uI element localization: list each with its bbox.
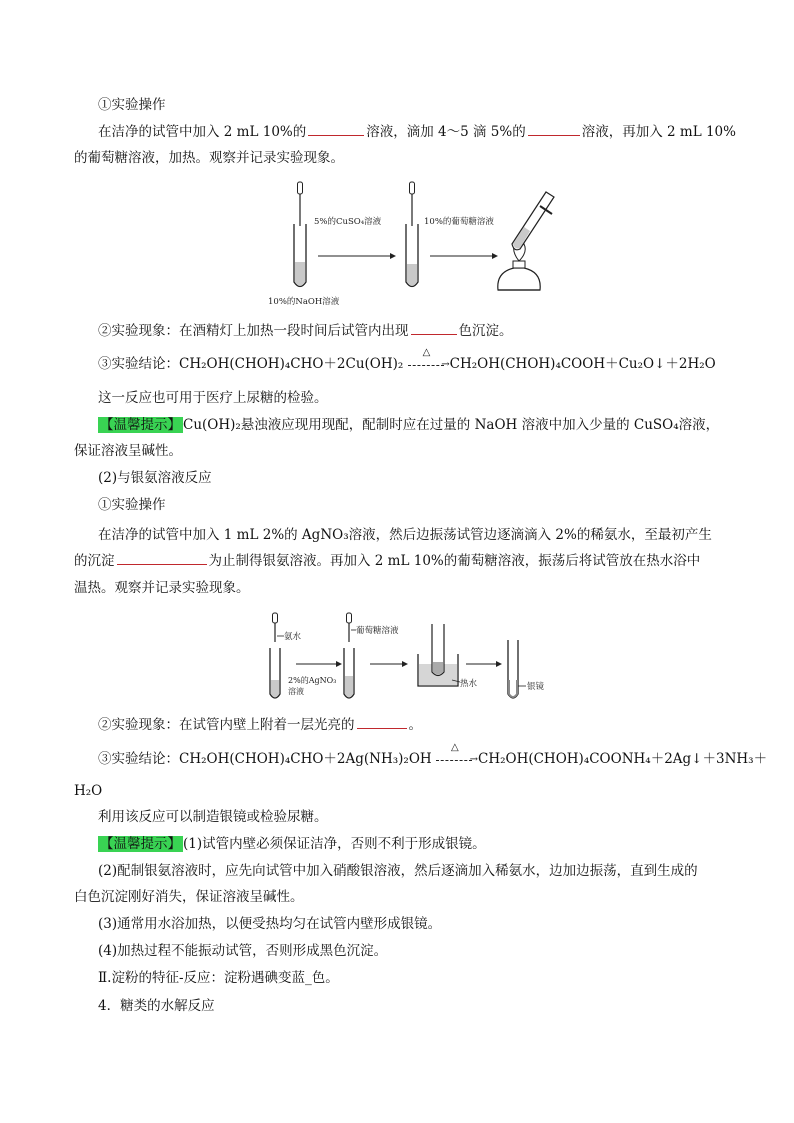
- label-silver-mirror: 银镜: [527, 682, 545, 692]
- dropper-icon: [273, 613, 278, 642]
- test-tube-icon: [344, 648, 354, 698]
- label-naoh: 10%的NaOH溶液: [268, 297, 340, 307]
- tip-badge: 【温馨提示】: [100, 417, 181, 433]
- label-hot-water: 热水: [460, 679, 478, 689]
- tip-badge: 【温馨提示】: [100, 836, 181, 852]
- label-cuso4: 5%的CuSO₄溶液: [314, 217, 382, 227]
- tip-2-item-2: (2)配制银氨溶液时，应先向试管中加入硝酸银溶液，然后逐滴加入稀氨水，边加边振荡，直到生成的: [98, 863, 698, 879]
- tip-2-item-4: (4)加热过程不能振动试管，否则形成黑色沉淀。: [98, 943, 388, 959]
- op-paragraph-2-end: 温热。观察并记录实验现象。: [74, 580, 250, 596]
- heat-arrow-icon: △ →: [436, 754, 478, 766]
- op-paragraph-2-cont: 的沉淀 为止制得银氨溶液。再加入 2 mL 10%的葡萄糖溶液，振荡后将试管放在热水浴中: [74, 548, 724, 574]
- section-2-heading: (2)与银氨溶液反应: [98, 470, 212, 486]
- tip-2-item-2-cont: 白色沉淀刚好消失，保证溶液呈碱性。: [74, 889, 304, 905]
- label-agno3: 2%的AgNO₃: [288, 676, 337, 685]
- dropper-icon: [298, 182, 303, 226]
- phenomenon-1: ②实验现象：在酒精灯上加热一段时间后试管内出现 色沉淀。: [98, 318, 748, 344]
- tip-2: 【温馨提示】 (1)试管内壁必须保证洁净，否则不利于形成银镜。: [100, 836, 486, 852]
- answer-blank[interactable]: [117, 550, 207, 565]
- usage-1: 这一反应也可用于医疗上尿糖的检验。: [98, 390, 328, 406]
- answer-blank[interactable]: [411, 320, 457, 335]
- tip-2-item-3: (3)通常用水浴加热，以便受热均匀在试管内壁形成银镜。: [98, 916, 442, 932]
- figure-silver-mirror-experiment: [262, 610, 562, 710]
- op-paragraph-1-cont: 的葡萄糖溶液，加热。观察并记录实验现象。: [74, 150, 344, 166]
- phenomenon-2: ②实验现象：在试管内壁上附着一层光亮的 。: [98, 712, 748, 738]
- test-tube-icon: [270, 648, 280, 698]
- op-paragraph-2: 在洁净的试管中加入 1 mL 2%的 AgNO₃溶液，然后边振荡试管边逐滴滴入 2%的稀氨水，至最初产生: [98, 527, 712, 543]
- dropper-icon: [410, 182, 415, 226]
- conclusion-2-cont: H₂O: [74, 783, 103, 799]
- tilted-test-tube-icon: [512, 192, 554, 250]
- dropper-icon: [347, 613, 352, 642]
- starch-reaction: Ⅱ.淀粉的特征-反应：淀粉遇碘变蓝_色。: [98, 970, 339, 986]
- label-glucose: 10%的葡萄糖溶液: [424, 217, 494, 227]
- conclusion-2: ③实验结论：CH₂OH(CHOH)₄CHO＋2Ag(NH₃)₂OH △ → CH₂OH(CHOH)₄COONH₄＋2Ag↓＋3NH₃＋: [98, 741, 768, 767]
- test-tube-icon: [294, 224, 306, 287]
- op-paragraph-1: 在洁净的试管中加入 2 mL 10%的 溶液，滴加 4～5 滴 5%的 溶液，再加入 2 mL 10%: [98, 119, 748, 145]
- usage-2: 利用该反应可以制造银镜或检验尿糖。: [98, 809, 328, 825]
- tip-1: 【温馨提示】 Cu(OH)₂悬浊液应现用现配，配制时应在过量的 NaOH 溶液中加入少量的 CuSO₄溶液，: [100, 417, 720, 433]
- label-glucose-2: 葡萄糖溶液: [356, 626, 399, 636]
- section-4-heading: 4．糖类的水解反应: [98, 998, 215, 1014]
- answer-blank[interactable]: [528, 121, 580, 136]
- op-title-2: ①实验操作: [98, 497, 166, 513]
- label-solution: 溶液: [288, 687, 304, 696]
- test-tube-icon: [508, 640, 518, 698]
- op-title-1: ①实验操作: [98, 97, 166, 113]
- tip-1-cont: 保证溶液呈碱性。: [74, 443, 182, 459]
- test-tube-icon: [406, 224, 418, 287]
- heat-arrow-icon: △ →: [408, 359, 450, 371]
- figure-copper-hydroxide-experiment: [262, 178, 562, 310]
- answer-blank[interactable]: [357, 714, 407, 729]
- answer-blank[interactable]: [308, 121, 364, 136]
- label-ammonia: 氨水: [284, 632, 302, 642]
- beaker-water-bath-icon: [418, 624, 458, 686]
- conclusion-1: ③实验结论：CH₂OH(CHOH)₄CHO＋2Cu(OH)₂ △ → CH₂OH(CHOH)₄COOH＋Cu₂O↓＋2H₂O: [98, 346, 716, 372]
